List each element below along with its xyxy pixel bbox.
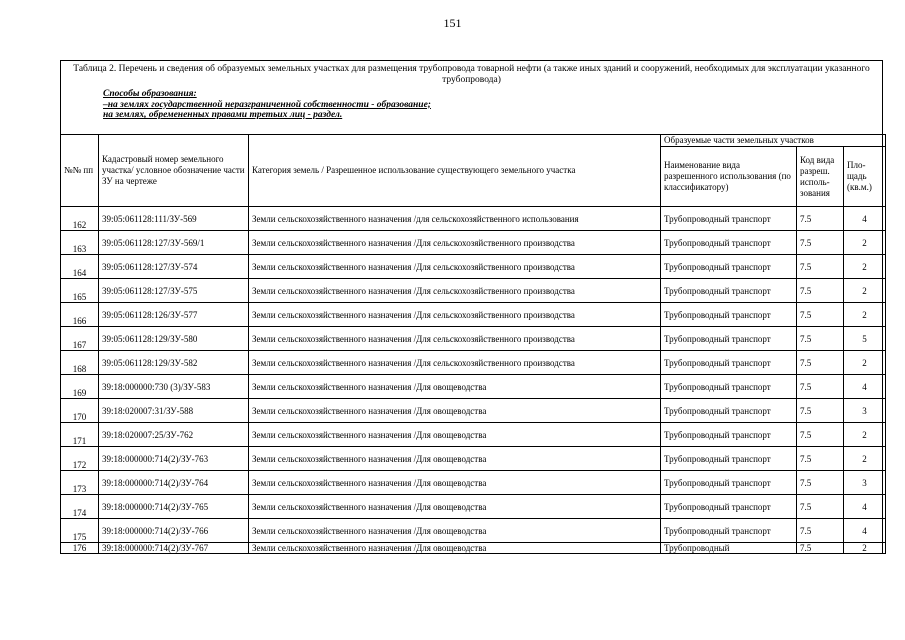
cell-code: 7.5: [797, 399, 844, 423]
table-row: [61, 519, 886, 543]
cell-code: 7.5: [797, 207, 844, 231]
cell-cadastral: 39:05:061128:127/ЗУ-569/1: [99, 231, 249, 255]
table-row: [61, 327, 886, 351]
table-row: [61, 207, 886, 231]
cell-category: Земли сельскохозяйственного назначения /Для овощеводства: [249, 375, 661, 399]
cell-cadastral: 39:18:000000:714(2)/ЗУ-764: [99, 471, 249, 495]
header-num: №№ пп: [61, 135, 99, 207]
cell-area: 2: [844, 423, 886, 447]
cell-num: 162: [61, 207, 99, 231]
cell-area: 2: [844, 255, 886, 279]
cell-category: Земли сельскохозяйственного назначения /Для сельскохозяйственного производства: [249, 351, 661, 375]
cell-category: Земли сельскохозяйственного назначения /Для овощеводства: [249, 447, 661, 471]
table-row: [61, 279, 886, 303]
cell-use: Трубопроводный: [661, 543, 797, 554]
table-row: [61, 231, 886, 255]
cell-cadastral: 39:05:061128:129/ЗУ-582: [99, 351, 249, 375]
header-group: Образуемые части земельных участков: [661, 135, 886, 147]
cell-num: 166: [61, 303, 99, 327]
method-1: –на землях государственной неразграниченной собственности - образование;: [103, 99, 431, 110]
cell-category: Земли сельскохозяйственного назначения /для сельскохозяйственного использования: [249, 207, 661, 231]
cell-category: Земли сельскохозяйственного назначения /Для овощеводства: [249, 399, 661, 423]
cell-cadastral: 39:05:061128:111/ЗУ-569: [99, 207, 249, 231]
table-row: [61, 375, 886, 399]
cell-use: Трубопроводный транспорт: [661, 255, 797, 279]
cell-use: Трубопроводный транспорт: [661, 303, 797, 327]
cell-use: Трубопроводный транспорт: [661, 231, 797, 255]
cell-code: 7.5: [797, 495, 844, 519]
cell-area: 4: [844, 495, 886, 519]
table-row: [61, 471, 886, 495]
cell-num: 164: [61, 255, 99, 279]
cell-cadastral: 39:18:000000:714(2)/ЗУ-767: [99, 543, 249, 554]
cell-category: Земли сельскохозяйственного назначения /Для овощеводства: [249, 423, 661, 447]
header-category: Категория земель / Разрешенное использование существующего земельного участка: [249, 135, 661, 207]
cell-num: 172: [61, 447, 99, 471]
cell-use: Трубопроводный транспорт: [661, 423, 797, 447]
formation-methods: [103, 89, 431, 121]
cell-use: Трубопроводный транспорт: [661, 351, 797, 375]
cell-code: 7.5: [797, 279, 844, 303]
header-code: Код вида разреш. исполь-зования: [797, 147, 844, 207]
cell-area: 3: [844, 399, 886, 423]
cell-use: Трубопроводный транспорт: [661, 399, 797, 423]
table-title: Таблица 2. Перечень и сведения об образуемых земельных участках для размещения трубопровода товарной нефти (а также иных зданий и сооружений, необходимых для эксплуатации указанного трубопровода): [73, 64, 870, 85]
table-row: [61, 423, 886, 447]
cell-code: 7.5: [797, 471, 844, 495]
cell-use: Трубопроводный транспорт: [661, 279, 797, 303]
table-row: [61, 447, 886, 471]
cell-code: 7.5: [797, 543, 844, 554]
cell-category: Земли сельскохозяйственного назначения /Для овощеводства: [249, 519, 661, 543]
cell-code: 7.5: [797, 231, 844, 255]
cell-use: Трубопроводный транспорт: [661, 471, 797, 495]
table-row: [61, 303, 886, 327]
cell-area: 2: [844, 543, 886, 554]
cell-code: 7.5: [797, 519, 844, 543]
cell-num: 168: [61, 351, 99, 375]
cell-cadastral: 39:18:000000:714(2)/ЗУ-763: [99, 447, 249, 471]
table-row: [61, 399, 886, 423]
cell-num: 171: [61, 423, 99, 447]
cell-area: 4: [844, 207, 886, 231]
cell-area: 4: [844, 375, 886, 399]
cell-cadastral: 39:05:061128:127/ЗУ-575: [99, 279, 249, 303]
method-2: на землях, обремененных правами третьих лиц - раздел.: [103, 110, 343, 120]
cell-use: Трубопроводный транспорт: [661, 375, 797, 399]
cell-code: 7.5: [797, 303, 844, 327]
cell-cadastral: 39:05:061128:127/ЗУ-574: [99, 255, 249, 279]
cell-cadastral: 39:18:000000:714(2)/ЗУ-766: [99, 519, 249, 543]
cell-num: 176: [61, 543, 99, 554]
cell-use: Трубопроводный транспорт: [661, 327, 797, 351]
cell-num: 173: [61, 471, 99, 495]
table-row: [61, 543, 886, 554]
cell-use: Трубопроводный транспорт: [661, 519, 797, 543]
cell-code: 7.5: [797, 423, 844, 447]
cell-category: Земли сельскохозяйственного назначения /Для сельскохозяйственного производства: [249, 327, 661, 351]
cell-area: 3: [844, 471, 886, 495]
header-area: Пло-щадь (кв.м.): [844, 147, 886, 207]
cell-num: 175: [61, 519, 99, 543]
table-body: [61, 207, 886, 554]
cell-cadastral: 39:18:000000:714(2)/ЗУ-765: [99, 495, 249, 519]
cell-area: 4: [844, 519, 886, 543]
cell-area: 2: [844, 279, 886, 303]
cell-use: Трубопроводный транспорт: [661, 447, 797, 471]
cell-code: 7.5: [797, 327, 844, 351]
cell-code: 7.5: [797, 447, 844, 471]
cell-category: Земли сельскохозяйственного назначения /Для сельскохозяйственного производства: [249, 231, 661, 255]
cell-area: 2: [844, 303, 886, 327]
cell-num: 163: [61, 231, 99, 255]
methods-heading: Способы образования:: [103, 89, 197, 99]
cell-category: Земли сельскохозяйственного назначения /Для овощеводства: [249, 495, 661, 519]
page-number: 151: [443, 16, 462, 30]
cell-num: 170: [61, 399, 99, 423]
table-row: [61, 255, 886, 279]
cell-area: 2: [844, 351, 886, 375]
cell-area: 2: [844, 231, 886, 255]
table-caption: [61, 61, 882, 134]
table-row: [61, 351, 886, 375]
cell-area: 2: [844, 447, 886, 471]
cell-category: Земли сельскохозяйственного назначения /Для сельскохозяйственного производства: [249, 255, 661, 279]
cell-cadastral: 39:05:061128:126/ЗУ-577: [99, 303, 249, 327]
cell-num: 165: [61, 279, 99, 303]
cell-cadastral: 39:05:061128:129/ЗУ-580: [99, 327, 249, 351]
cell-code: 7.5: [797, 351, 844, 375]
cell-category: Земли сельскохозяйственного назначения /Для сельскохозяйственного производства: [249, 279, 661, 303]
cell-cadastral: 39:18:000000:730 (3)/ЗУ-583: [99, 375, 249, 399]
cell-code: 7.5: [797, 255, 844, 279]
land-plots-table: [60, 134, 886, 554]
cell-category: Земли сельскохозяйственного назначения /Для овощеводства: [249, 543, 661, 554]
cell-use: Трубопроводный транспорт: [661, 495, 797, 519]
header-use-name: Наименование вида разрешенного использования (по классификатору): [661, 147, 797, 207]
cell-category: Земли сельскохозяйственного назначения /Для овощеводства: [249, 471, 661, 495]
document-frame: [60, 60, 883, 554]
table-row: [61, 495, 886, 519]
cell-cadastral: 39:18:020007:25/ЗУ-762: [99, 423, 249, 447]
cell-num: 169: [61, 375, 99, 399]
header-cadastral: Кадастровый номер земельного участка/ условное обозначение части ЗУ на чертеже: [99, 135, 249, 207]
cell-use: Трубопроводный транспорт: [661, 207, 797, 231]
cell-cadastral: 39:18:020007:31/ЗУ-588: [99, 399, 249, 423]
cell-num: 167: [61, 327, 99, 351]
cell-code: 7.5: [797, 375, 844, 399]
cell-num: 174: [61, 495, 99, 519]
cell-category: Земли сельскохозяйственного назначения /Для сельскохозяйственного производства: [249, 303, 661, 327]
cell-area: 5: [844, 327, 886, 351]
